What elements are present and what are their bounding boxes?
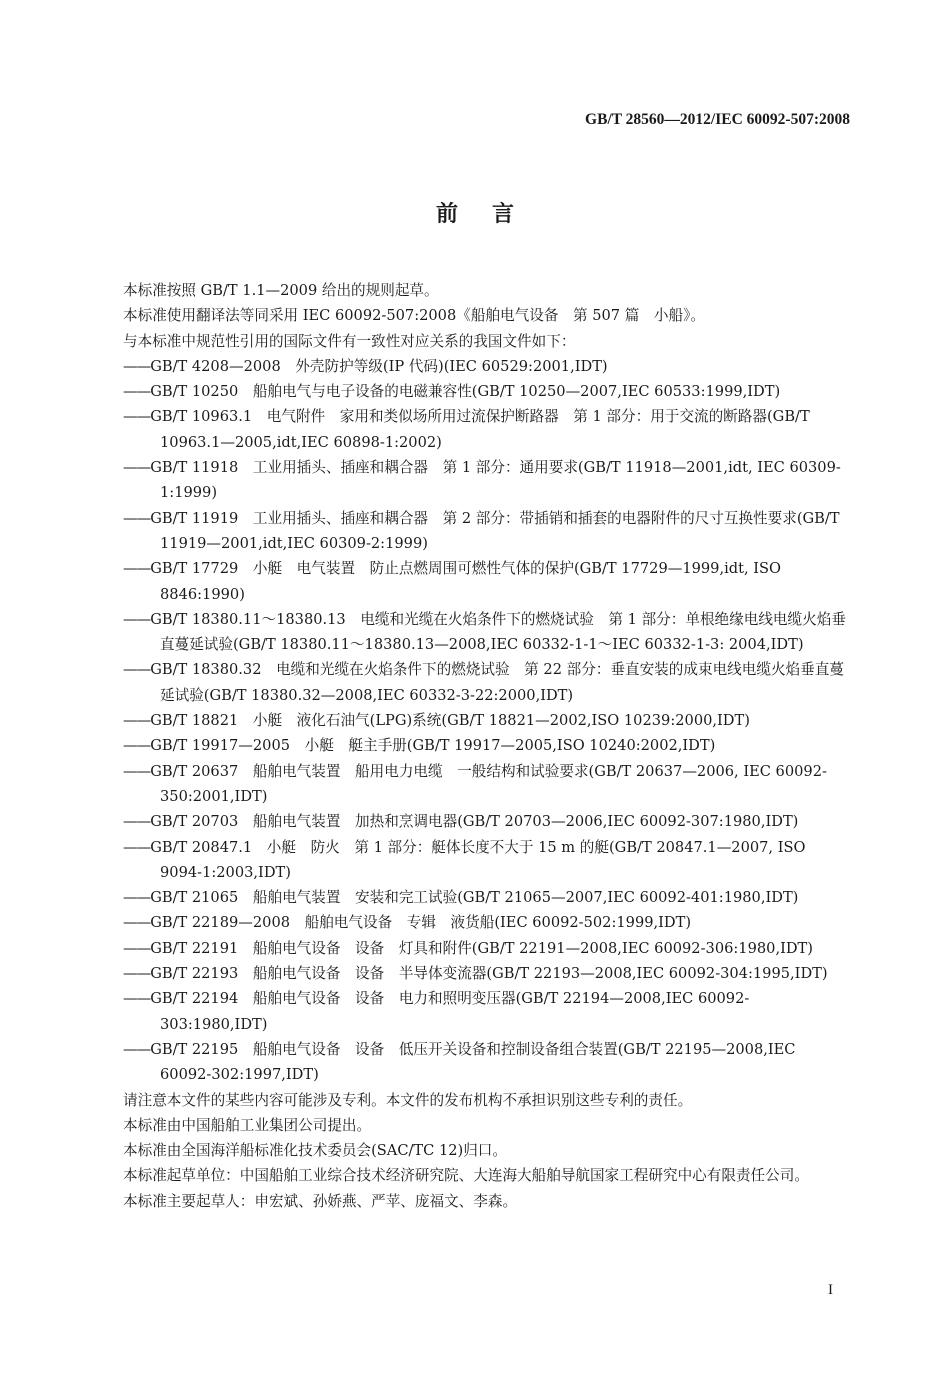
reference-text: GB/T 18380.32 电缆和光缆在火焰条件下的燃烧试验 第 22 部分：垂直安装的成束电线电缆火焰垂直蔓延试验(GB/T 18380.32—2008,IEC 60332-3-22:2000,IDT)	[150, 661, 844, 704]
dash-marker: ——	[123, 560, 151, 578]
reference-item	[82, 1037, 850, 1088]
reference-text: GB/T 20637 船舶电气装置 船用电力电缆 一般结构和试验要求(GB/T 20637—2006, IEC 60092-350:2001,IDT)	[150, 762, 827, 805]
page-number: I	[828, 1282, 833, 1298]
reference-text: GB/T 11919 工业用插头、插座和耦合器 第 2 部分：带插销和插套的电器附件的尺寸互换性要求(GB/T 11919—2001,idt,IEC 60309-2:1999)	[150, 509, 840, 552]
reference-text: GB/T 20703 船舶电气装置 加热和烹调电器(GB/T 20703—2006,IEC 60092-307:1980,IDT)	[150, 813, 799, 831]
dash-marker: ——	[123, 914, 151, 932]
reference-item	[82, 404, 850, 455]
reference-item	[82, 885, 850, 910]
reference-text: GB/T 22193 船舶电气设备 设备 半导体变流器(GB/T 22193—2008,IEC 60092-304:1995,IDT)	[150, 965, 828, 983]
reference-item	[82, 657, 850, 708]
main-drafters: 本标准主要起草人：申宏斌、孙娇燕、严苹、庞福文、李森。	[123, 1192, 518, 1210]
reference-item	[82, 936, 850, 961]
dash-marker: ——	[123, 712, 151, 730]
proposer-statement: 本标准由中国船舶工业集团公司提出。	[123, 1116, 372, 1134]
intro-paragraph: 与本标准中规范性引用的国际文件有一致性对应关系的我国文件如下：	[123, 332, 576, 350]
reference-item	[82, 607, 850, 658]
reference-item	[82, 506, 850, 557]
reference-text: GB/T 20847.1 小艇 防火 第 1 部分：艇体长度不大于 15 m 的艇(GB/T 20847.1—2007, ISO 9094-1:2003,IDT)	[150, 838, 806, 881]
reference-item	[82, 910, 850, 935]
dash-marker: ——	[123, 838, 151, 856]
dash-marker: ——	[123, 965, 151, 983]
dash-marker: ——	[123, 459, 151, 477]
reference-text: GB/T 21065 船舶电气装置 安装和完工试验(GB/T 21065—2007,IEC 60092-401:1980,IDT)	[150, 889, 799, 907]
drafting-organizations: 本标准起草单位：中国船舶工业综合技术经济研究院、大连海大船舶导航国家工程研究中心有限责任公司。	[123, 1167, 809, 1185]
reference-text: GB/T 22195 船舶电气设备 设备 低压开关设备和控制设备组合装置(GB/T 22195—2008,IEC 60092-302:1997,IDT)	[150, 1040, 796, 1084]
dash-marker: ——	[123, 383, 151, 401]
reference-item	[82, 354, 850, 379]
reference-text: GB/T 18821 小艇 液化石油气(LPG)系统(GB/T 18821—2002,ISO 10239:2000,IDT)	[150, 712, 750, 730]
dash-marker: ——	[123, 737, 151, 755]
intro-paragraph: 本标准按照 GB/T 1.1—2009 给出的规则起草。	[123, 282, 439, 299]
standard-code-header: GB/T 28560—2012/IEC 60092-507:2008	[585, 111, 850, 128]
intro-paragraph: 本标准使用翻译法等同采用 IEC 60092-507:2008《船舶电气设备 第 507 篇 小船》。	[123, 307, 705, 325]
reference-item	[82, 708, 850, 733]
reference-text: GB/T 17729 小艇 电气装置 防止点燃周围可燃性气体的保护(GB/T 17729—1999,idt, ISO 8846:1990)	[150, 560, 781, 603]
reference-item	[82, 835, 850, 886]
reference-text: GB/T 18380.11～18380.13 电缆和光缆在火焰条件下的燃烧试验 第 1 部分：单根绝缘电线电缆火焰垂直蔓延试验(GB/T 18380.11～18380.13—2008,IEC 60332-1-1～IEC 60332-1-3: 2004,IDT)	[150, 610, 846, 654]
reference-item	[82, 733, 850, 758]
dash-marker: ——	[123, 939, 151, 957]
dash-marker: ——	[123, 813, 151, 831]
dash-marker: ——	[123, 509, 151, 527]
committee-statement: 本标准由全国海洋船标准化技术委员会(SAC/TC 12)归口。	[123, 1142, 507, 1160]
reference-item	[82, 556, 850, 607]
foreword-body	[82, 278, 850, 1214]
reference-item	[82, 809, 850, 834]
dash-marker: ——	[123, 661, 151, 679]
reference-item	[82, 961, 850, 986]
reference-text: GB/T 11918 工业用插头、插座和耦合器 第 1 部分：通用要求(GB/T 11918—2001,idt, IEC 60309-1:1999)	[150, 459, 841, 502]
reference-text: GB/T 19917—2005 小艇 艇主手册(GB/T 19917—2005,ISO 10240:2002,IDT)	[150, 737, 716, 755]
reference-item	[82, 759, 850, 810]
dash-marker: ——	[123, 408, 151, 426]
reference-text: GB/T 22191 船舶电气设备 设备 灯具和附件(GB/T 22191—2008,IEC 60092-306:1980,IDT)	[150, 939, 813, 957]
dash-marker: ——	[123, 889, 151, 907]
reference-item	[82, 379, 850, 404]
reference-text: GB/T 10250 船舶电气与电子设备的电磁兼容性(GB/T 10250—2007,IEC 60533:1999,IDT)	[150, 383, 781, 401]
dash-marker: ——	[123, 1040, 151, 1058]
reference-list	[82, 354, 850, 1088]
dash-marker: ——	[123, 357, 151, 375]
reference-text: GB/T 22194 船舶电气设备 设备 电力和照明变压器(GB/T 22194—2008,IEC 60092-303:1980,IDT)	[150, 990, 750, 1033]
reference-text: GB/T 4208—2008 外壳防护等级(IP 代码)(IEC 60529:2001,IDT)	[150, 357, 608, 375]
reference-item	[82, 455, 850, 506]
reference-text: GB/T 10963.1 电气附件 家用和类似场所用过流保护断路器 第 1 部分：用于交流的断路器(GB/T 10963.1—2005,idt,IEC 60898-1:2002)	[150, 408, 810, 451]
dash-marker: ——	[123, 990, 151, 1008]
reference-item	[82, 986, 850, 1037]
page-title: 前言	[435, 201, 548, 227]
reference-text: GB/T 22189—2008 船舶电气设备 专辑 液货船(IEC 60092-502:1999,IDT)	[150, 914, 692, 932]
patent-notice: 请注意本文件的某些内容可能涉及专利。本文件的发布机构不承担识别这些专利的责任。	[123, 1091, 693, 1109]
dash-marker: ——	[123, 762, 151, 780]
dash-marker: ——	[123, 610, 151, 628]
